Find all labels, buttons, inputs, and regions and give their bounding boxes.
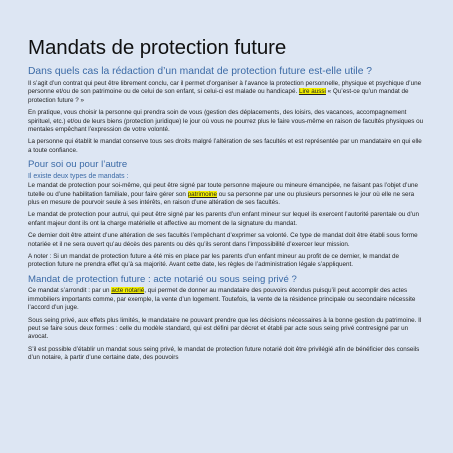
section2-p1-text-b: ou sa personne par une ou plusieurs personnes le jour où elle ne sera plus en mesure de pourvoir seule à ses intérêts, en raison d’une altération de ses facultés. bbox=[28, 190, 415, 206]
section3-p1-text-a: Ce mandat s’arrondit : par un bbox=[28, 287, 112, 295]
section2-subheading: Il existe deux types de mandats : bbox=[28, 172, 129, 180]
section2-paragraph-1 bbox=[28, 182, 425, 207]
section2-paragraph-2: Le mandat de protection pour autrui, qui peut être signé par les parents d’un enfant mineur sur lequel ils exercent l’autorité parentale ou d’un enfant majeur dont ils ont la charge matérielle et affective au moment de la signature du mandat. bbox=[28, 211, 420, 227]
section2-p1-text-a: Le mandat de protection pour soi-même, qui peut être signé par toute personne majeure ou mineure émancipée, ne faisant pas l’objet d’une tutelle ou d’une habilitation familiale, pour faire gérer son bbox=[28, 182, 418, 198]
section1-paragraph-1 bbox=[28, 80, 425, 105]
section2-paragraph-4: A noter : Si un mandat de protection future a été mis en place par les parents d’un enfant mineur au profit de ce dernier, le mandat de protection future ne prendra effet qu’à sa majorité. Avant cette date, les règles de l’administration légale s’appliquent. bbox=[28, 253, 400, 269]
acte-notarie-link[interactable]: acte notarié bbox=[111, 287, 145, 295]
section1-paragraph-2: En pratique, vous choisir la personne qui prendra soin de vous (gestion des déplacements, des loisirs, des vacances, accompagnement spirituel, etc.) et/ou de leurs biens (protection juridique) le jour où vous ne pourrez plus le faire vous-même en raison de facultés physiques ou mentales empêchant l’expression de votre volonté. bbox=[28, 109, 424, 134]
section3-paragraph-2: Sous seing privé, aux effets plus limités, le mandataire ne pouvant prendre que les décisions nécessaires à la bonne gestion du patrimoine. Il peut se faire sous deux formes : celle du modèle standard, qui est défini par décret et établi par acte sous seing privé contresigné par un avocat. bbox=[28, 316, 422, 341]
section1-p1-text-a: Il s’agit d’un contrat qui peut être librement conclu, car il permet d’organiser à l’avance la protection personnelle, physique et psychique d’une personne et/ou de son patrimoine ou de celui de son enfant, si celui-ci est malade ou handicapé. bbox=[28, 80, 422, 96]
section2-heading: Pour soi ou pour l’autre bbox=[28, 159, 128, 171]
section1-heading: Dans quels cas la rédaction d’un mandat de protection future est-elle utile ? bbox=[28, 66, 373, 77]
section3-paragraph-1 bbox=[28, 287, 425, 312]
page-title: Mandats de protection future bbox=[28, 36, 287, 59]
section1-p1-text-b: « Qu’est-ce qu’un mandat de protection future ? » bbox=[28, 88, 409, 104]
patrimoine-link[interactable]: patrimoine bbox=[187, 190, 218, 198]
section1-paragraph-3: La personne qui établit le mandat conserve tous ses droits malgré l’altération de ses facultés et est représentée par un mandataire en qui elle a toute confiance. bbox=[28, 138, 422, 154]
section3-heading: Mandat de protection future : acte notarié ou sous seing privé ? bbox=[28, 273, 297, 285]
section3-p1-text-b: , qui permet de donner au mandataire des pouvoirs étendus puisqu’il peut accomplir des actes immobiliers importants comme, par exemple, la vente d’un logement. Toutefois, la vente de la résidence principale ou secondaire nécessite l’accord d’un juge. bbox=[28, 287, 416, 312]
section3-paragraph-3: S’il est possible d’établir un mandat sous seing privé, le mandat de protection future notarié doit être privilégié afin de bénéficier des conseils d’un notaire, à partir d’une certaine date, des pouvoirs bbox=[28, 345, 420, 362]
lire-aussi-link[interactable]: Lire aussi bbox=[298, 88, 326, 96]
section2-paragraph-3: Ce dernier doit être atteint d’une altération de ses facultés l’empêchant d’exprimer sa volonté. Ce type de mandat doit être établi sous forme notariée et il ne sera ouvert qu’au décès des parents ou dès qu’ils seront dans l’impossibilité d’exercer leur mission. bbox=[28, 232, 418, 248]
